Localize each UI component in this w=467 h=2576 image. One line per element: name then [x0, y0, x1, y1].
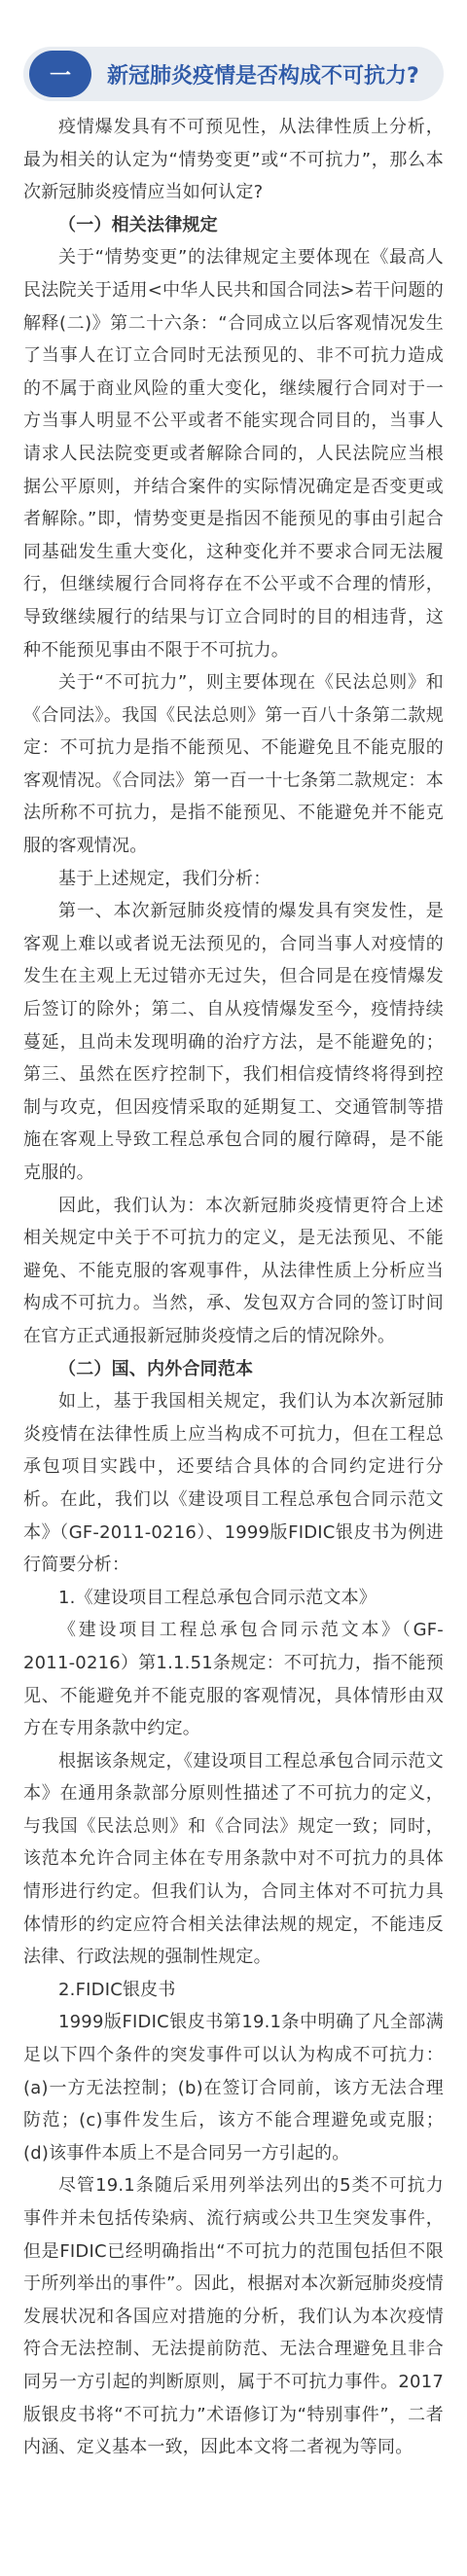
section-title: 新冠肺炎疫情是否构成不可抗力? [107, 63, 419, 89]
paragraph-force-majeure-law: 关于“不可抗力”，则主要体现在《民法总则》和《合同法》。我国《民法总则》第一百八十条第二款规定：不可抗力是指不能预见、不能避免且不能克服的客观情况。《合同法》第一百一十七条第二款规定：本法所称不可抗力，是指不能预见、不能避免并不能克服的客观情况。 [23, 672, 444, 857]
subheading-gf-template: 1.《建设项目工程总承包合同示范文本》 [58, 1587, 377, 1608]
paragraph-gf-clause: 《建设项目工程总承包合同示范文本》（GF-2011-0216）第1.1.51条规定：不可抗力，指不能预见、不能避免并不能克服的客观情况，具体情形由双方在专用条款中约定。 [23, 1620, 444, 1739]
paragraph-fidic-clause: 1999版FIDIC银皮书第19.1条中明确了凡全部满足以下四个条件的突发事件可以认为构成不可抗力：(a)一方无法控制；(b)在签订合同前，该方无法合理防范；(c)事件发生后，该方不能合理避免或克服；(d)该事件本质上不是合同另一方引起的。 [23, 2012, 444, 2164]
paragraph-analysis-points: 第一、本次新冠肺炎疫情的爆发具有突发性，是客观上难以或者说无法预见的，合同当事人对疫情的发生在主观上无过错亦无过失，但合同是在疫情爆发后签订的除外；第二、自从疫情爆发至今，疫情持续蔓延，且尚未发现明确的治疗方法，是不能避免的；第三、虽然在医疗控制下，我们相信疫情终将得到控制与攻克，但因疫情采取的延期复工、交通管制等措施在客观上导致工程总承包合同的履行障碍，是不能克服的。 [23, 901, 444, 1183]
paragraph-change-of-circumstances: 关于“情势变更”的法律规定主要体现在《最高人民法院关于适用<中华人民共和国合同法>若干问题的解释(二)》第二十六条：“合同成立以后客观情况发生了当事人在订立合同时无法预见的、非不可抗力造成的不属于商业风险的重大变化，继续履行合同对于一方当事人明显不公平或者不能实现合同目的，当事人请求人民法院变更或者解除合同的，人民法院应当根据公平原则，并结合案件的实际情况确定是否变更或者解除。”即，情势变更是指因不能预见的事由引起合同基础发生重大变化，这种变化并不要求合同无法履行，但继续履行合同将存在不公平或不合理的情形，导致继续履行的结果与订立合同时的目的相违背，这种不能预见事由不限于不可抗力。 [23, 247, 444, 661]
section-header [23, 47, 444, 101]
paragraph-gf-analysis: 根据该条规定，《建设项目工程总承包合同示范文本》在通用条款部分原则性描述了不可抗力的定义，与我国《民法总则》和《合同法》规定一致；同时，该范本允许合同主体在专用条款中对不可抗力的具体情形进行约定。但我们认为，合同主体对不可抗力具体情形的约定应符合相关法律法规的规定，不能违反法律、行政法规的强制性规定。 [23, 1750, 444, 1968]
paragraph-analysis-lead: 基于上述规定，我们分析： [58, 868, 271, 889]
paragraph-fidic-analysis: 尽管19.1条随后采用列举法列出的5类不可抗力事件并未包括传染病、流行病或公共卫生突发事件，但是FIDIC已经明确指出“不可抗力的范围包括但不限于所列举出的事件”。因此，根据对本次新冠肺炎疫情发展状况和各国应对措施的分析，我们认为本次疫情符合无法控制、无法提前防范、无法合理避免且非合同另一方引起的判断原则，属于不可抗力事件。2017版银皮书将“不可抗力”术语修订为“特别事件”，二者内涵、定义基本一致，因此本文将二者视为等同。 [23, 2175, 444, 2458]
paragraph-conclusion: 因此，我们认为：本次新冠肺炎疫情更符合上述相关规定中关于不可抗力的定义，是无法预见、不能避免、不能克服的客观事件，从法律性质上分析应当构成不可抗力。当然，承、发包双方合同的签订时间在官方正式通报新冠肺炎疫情之后的情况除外。 [23, 1195, 444, 1346]
paragraph-intro: 疫情爆发具有不可预见性，从法律性质上分析，最为相关的认定为“情势变更”或“不可抗力”，那么本次新冠肺炎疫情应当如何认定? [23, 117, 444, 203]
subheading-fidic: 2.FIDIC银皮书 [58, 1979, 176, 2000]
subheading-legal-provisions: （一）相关法律规定 [58, 214, 218, 235]
paragraph-templates-intro: 如上，基于我国相关规定，我们认为本次新冠肺炎疫情在法律性质上应当构成不可抗力，但在工程总承包项目实践中，还要结合具体的合同约定进行分析。在此，我们以《建设项目工程总承包合同示范文本》（GF-2011-0216）、1999版FIDIC银皮书为例进行简要分析： [23, 1391, 444, 1576]
subheading-contract-templates: （二）国、内外合同范本 [58, 1358, 254, 1379]
section-number-badge: 一 [29, 51, 91, 97]
article-page [0, 47, 467, 2576]
